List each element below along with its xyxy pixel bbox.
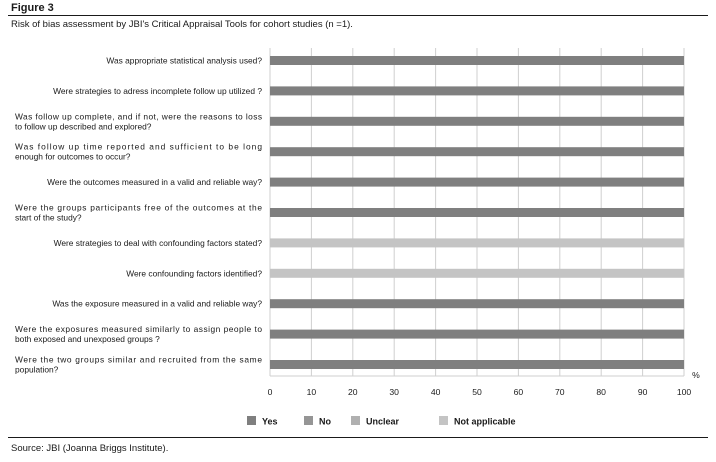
legend-swatch-not_applicable xyxy=(439,416,448,425)
category-label-11-line-2: population? xyxy=(15,364,59,375)
x-tick-label-60: 60 xyxy=(513,387,524,397)
x-tick-label-50: 50 xyxy=(472,387,482,397)
category-label-7: Were strategies to deal with confounding factors stated? xyxy=(53,237,262,248)
category-label-5: Were the outcomes measured in a valid and reliable way? xyxy=(47,177,262,188)
x-tick-label-0: 0 xyxy=(267,387,273,397)
x-unit-label: % xyxy=(692,370,700,380)
figure-caption: Risk of bias assessment by JBI's Critical Appraisal Tools for cohort studies (n =1). xyxy=(11,19,353,30)
legend-label-not_applicable: Not applicable xyxy=(454,416,516,427)
bar-yes-10 xyxy=(270,330,684,339)
figure-label: Figure 3 xyxy=(11,2,54,14)
x-tick-label-30: 30 xyxy=(389,387,399,397)
legend-label-no: No xyxy=(319,416,331,427)
category-label-3-line-2: to follow up described and explored? xyxy=(15,121,152,132)
category-label-2: Were strategies to adress incomplete follow up utilized ? xyxy=(53,85,262,96)
bar-not_applicable-7 xyxy=(270,238,684,247)
category-label-11-line-1: Were the two groups similar and recruited from the same xyxy=(15,354,262,365)
bar-yes-11 xyxy=(270,360,684,369)
category-label-10-line-2: both exposed and unexposed groups ? xyxy=(15,334,160,345)
category-label-4-line-1: Was follow up time reported and sufficient to be long xyxy=(15,141,262,152)
category-label-6-line-2: start of the study? xyxy=(15,212,82,223)
bar-yes-9 xyxy=(270,299,684,308)
bottom-rule xyxy=(8,437,708,438)
category-label-3-line-1: Was follow up complete, and if not, were the reasons to loss xyxy=(15,111,262,122)
category-label-9: Was the exposure measured in a valid and reliable way? xyxy=(52,298,262,309)
bar-yes-5 xyxy=(270,178,684,187)
bar-yes-1 xyxy=(270,56,684,65)
legend-swatch-unclear xyxy=(351,416,360,425)
x-tick-label-100: 100 xyxy=(676,387,692,397)
legend-swatch-yes xyxy=(247,416,256,425)
legend-swatch-no xyxy=(304,416,313,425)
bar-yes-6 xyxy=(270,208,684,217)
category-label-6-line-1: Were the groups participants free of the outcomes at the xyxy=(15,202,263,213)
bar-yes-3 xyxy=(270,117,684,126)
category-label-4-line-2: enough for outcomes to occur? xyxy=(15,151,131,162)
figure-source: Source: JBI (Joanna Briggs Institute). xyxy=(11,443,169,454)
bar-not_applicable-8 xyxy=(270,269,684,278)
category-label-8: Were confounding factors identified? xyxy=(126,268,262,279)
legend-label-yes: Yes xyxy=(262,416,278,427)
x-tick-label-70: 70 xyxy=(555,387,565,397)
x-tick-label-80: 80 xyxy=(596,387,606,397)
x-tick-label-40: 40 xyxy=(430,387,441,397)
category-label-10-line-1: Were the exposures measured similarly to assign people to xyxy=(15,324,262,335)
bar-yes-2 xyxy=(270,86,684,95)
x-tick-label-90: 90 xyxy=(637,387,648,397)
bar-yes-4 xyxy=(270,147,684,156)
x-tick-label-20: 20 xyxy=(348,387,358,397)
category-label-1: Was appropriate statistical analysis used? xyxy=(106,55,262,66)
legend-label-unclear: Unclear xyxy=(366,416,400,427)
x-tick-label-10: 10 xyxy=(306,387,317,397)
